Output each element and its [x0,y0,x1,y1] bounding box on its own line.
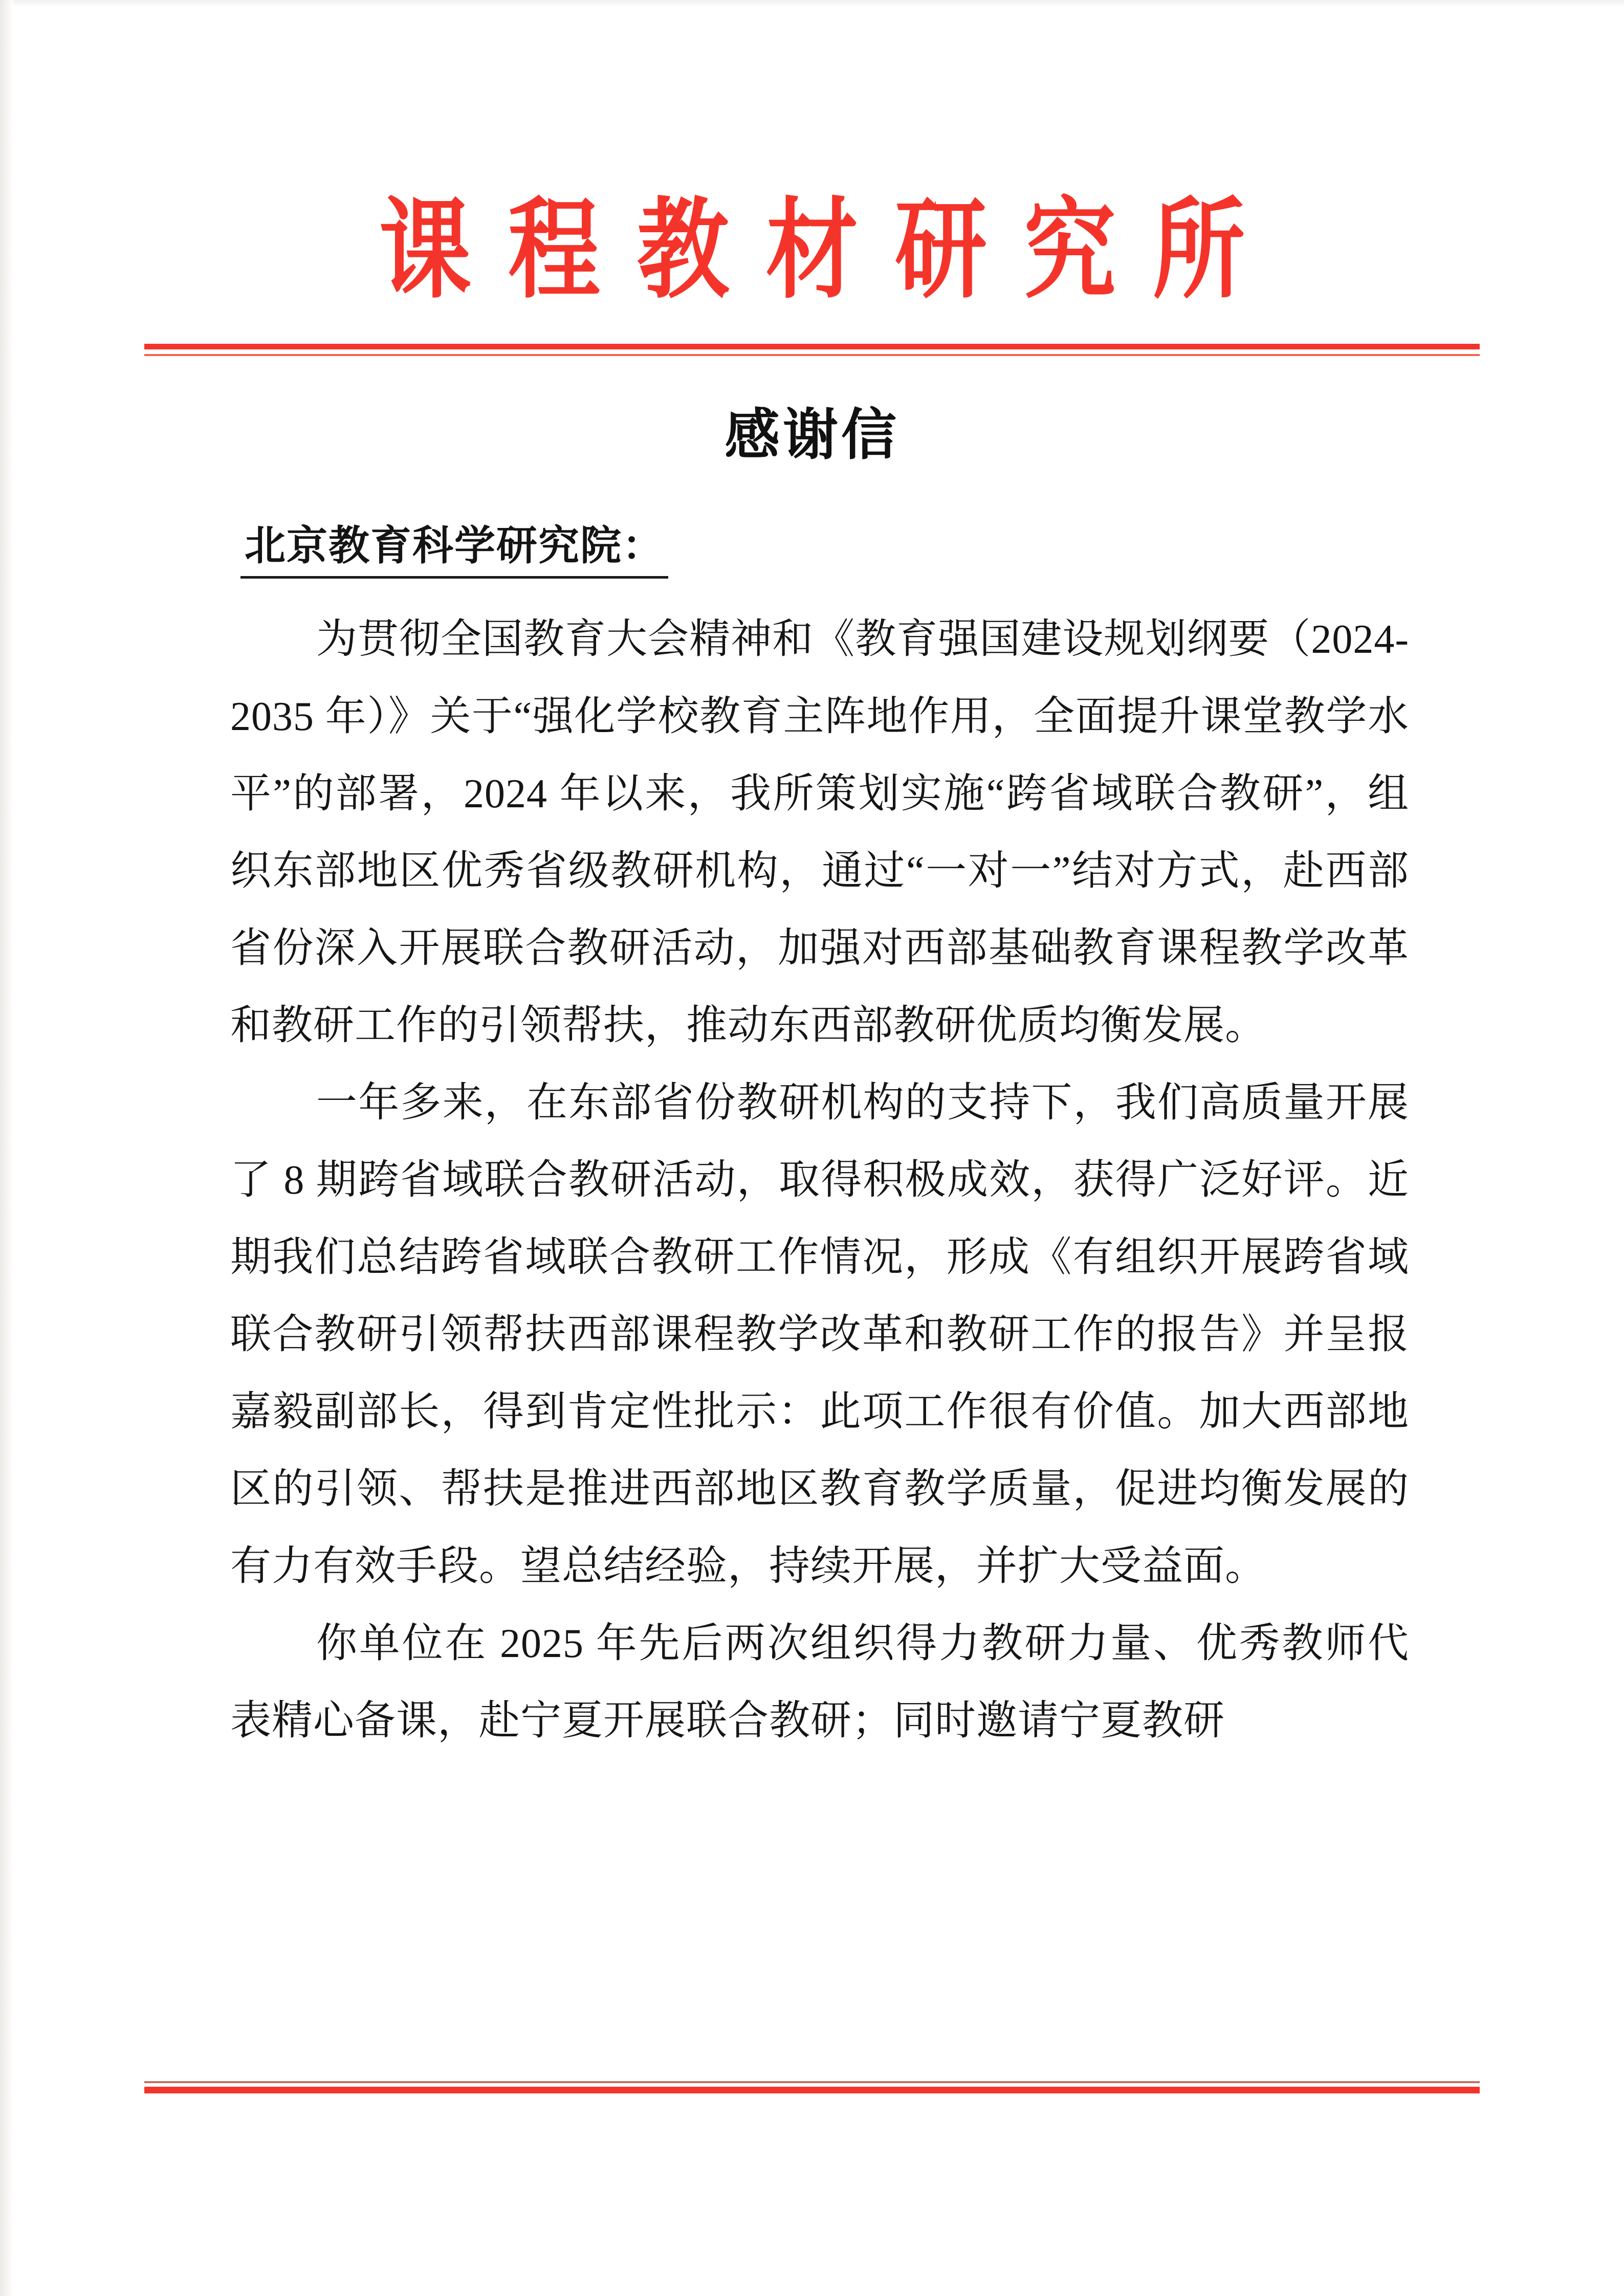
letterhead-rule-thick-line [144,344,1480,349]
recipient-organization: 北京教育科学研究院： [240,522,668,579]
footer-divider-rule [144,2081,1480,2095]
page-title: 感谢信 [724,405,899,466]
letter-body [230,601,1409,1760]
scan-edge-left [0,0,13,2296]
body-paragraph: 一年多来，在东部省份教研机构的支持下，我们高质量开展了 8 期跨省域联合教研活动，取得积极成效，获得广泛好评。近期我们总结跨省域联合教研工作情况，形成《有组织开展跨省域联合教研引领帮扶西部课程教学改革和教研工作的报告》并呈报嘉毅副部长，得到肯定性批示：此项工作很有价值。加大西部地区的引领、帮扶是推进西部地区教育教学质量，促进均衡发展的有力有效手段。望总结经验，持续开展，并扩大受益面。 [230,1080,1409,1589]
letterhead [0,191,1624,312]
recipient-line [240,522,668,579]
scan-edge-top [0,0,1624,7]
letterhead-divider-rule [144,344,1480,357]
footer-rule-thick-line [144,2087,1480,2093]
letterhead-organization-name: 课程教材研究所 [379,191,1282,312]
body-paragraph: 为贯彻全国教育大会精神和《教育强国建设规划纲要（2024-2035 年）》关于“强化学校教育主阵地作用，全面提升课堂教学水平”的部署，2024 年以来，我所策划实施“跨省域联合教研”，组织东部地区优秀省级教研机构，通过“一对一”结对方式，赴西部省份深入开展联合教研活动，加强对西部基础教育课程教学改革和教研工作的引领帮扶，推动东西部教研优质均衡发展。 [230,617,1409,1048]
letterhead-rule-thin-line [144,354,1480,356]
footer-rule-thin-line [144,2081,1480,2083]
body-paragraph: 你单位在 2025 年先后两次组织得力教研力量、优秀教师代表精心备课，赴宁夏开展联合教研；同时邀请宁夏教研 [230,1621,1409,1743]
